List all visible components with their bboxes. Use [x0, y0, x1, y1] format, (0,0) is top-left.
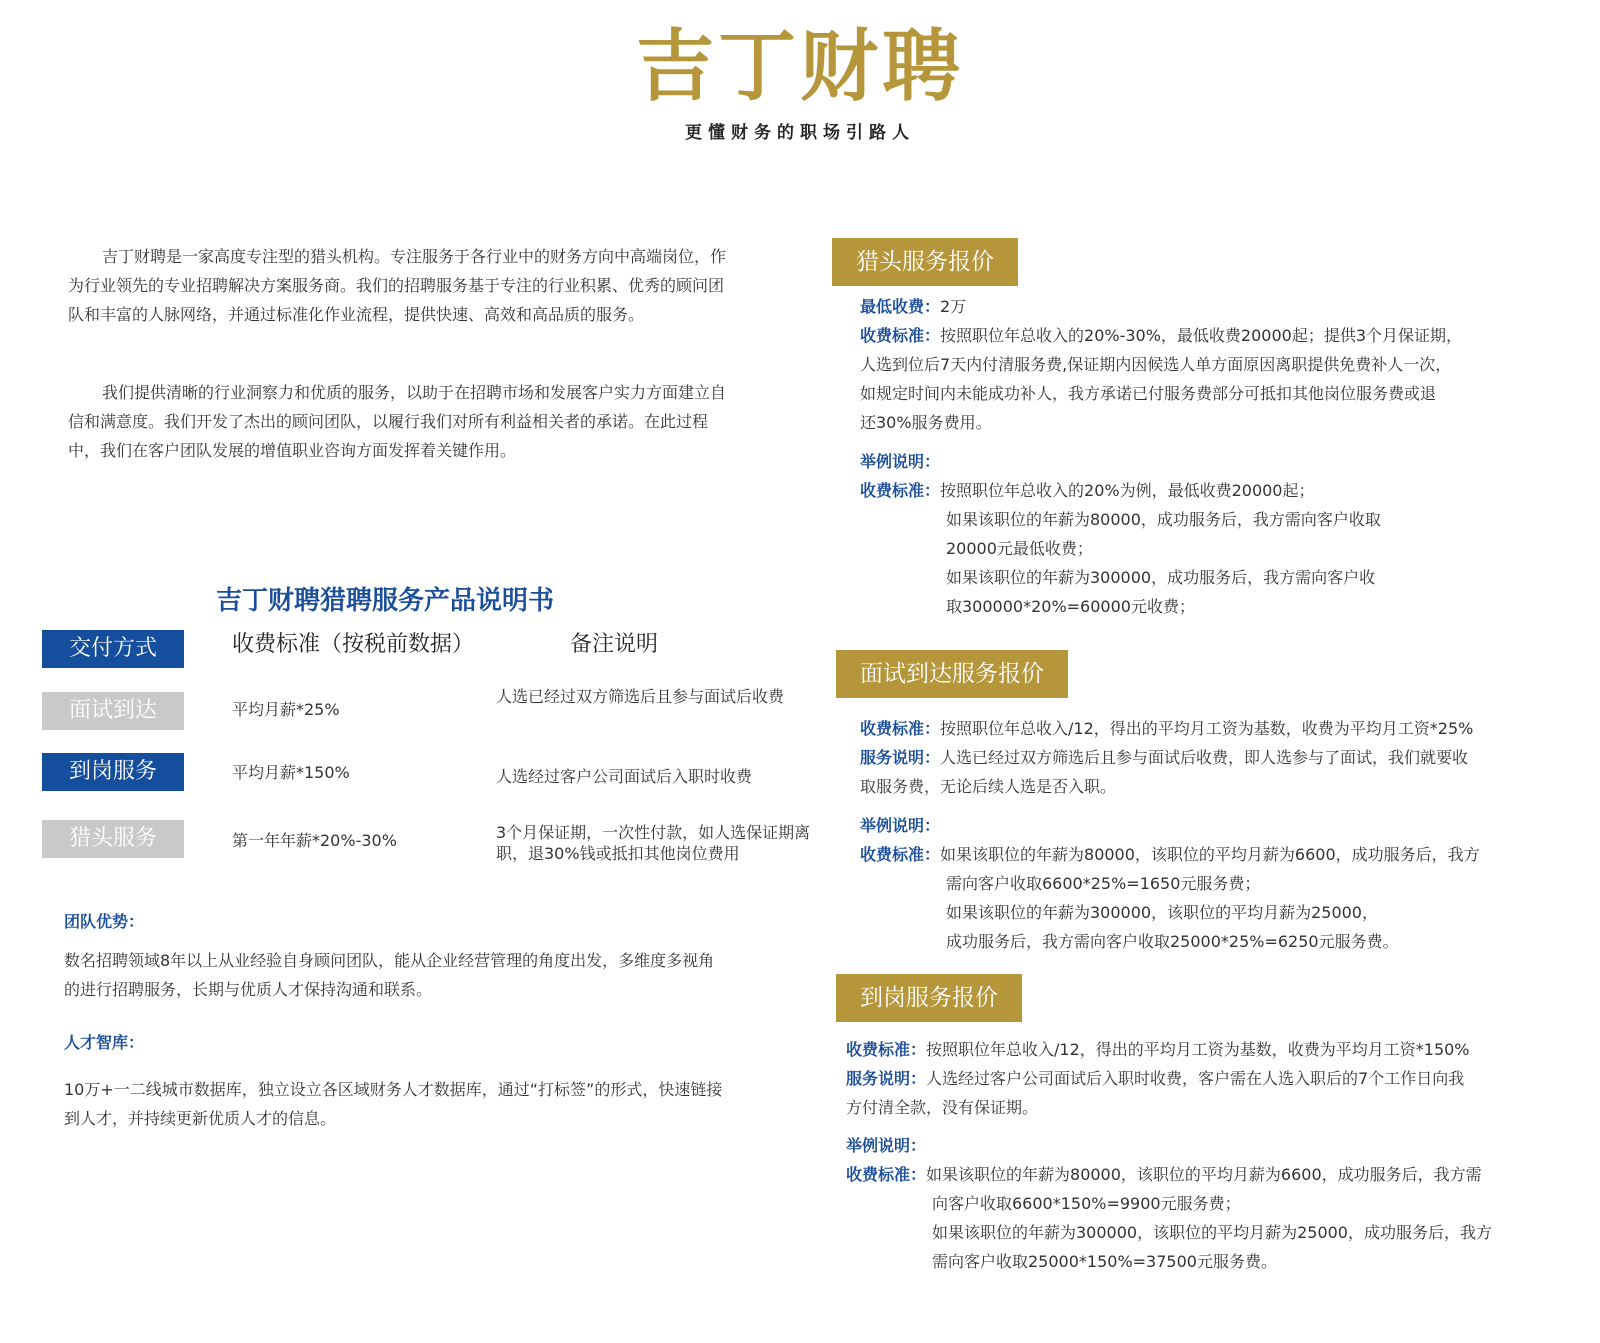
table-title: 吉丁财聘猎聘服务产品说明书 — [215, 586, 554, 616]
talent-heading: 人才智库： — [64, 1033, 145, 1052]
interview-ex-line-4: 成功服务后，我方需向客户收取25000*25%=6250元服务费。 — [946, 932, 1399, 951]
headhunt-std-line-4: 还30%服务费用。 — [860, 413, 992, 432]
onboard-ex-line-2: 向客户收取6600*150%=9900元服务费； — [932, 1194, 1241, 1213]
interview-title: 面试到达服务报价 — [836, 650, 1068, 698]
headhunt-ex-line-1: 收费标准：按照职位年总收入的20%为例，最低收费20000起； — [860, 481, 1315, 500]
interview-std: 收费标准：按照职位年总收入/12，得出的平均月工资为基数，收费为平均月工资*25% — [860, 719, 1474, 738]
interview-example-label: 举例说明： — [860, 816, 941, 835]
onboard-ex-line-3: 如果该职位的年薪为300000，该职位的平均月薪为25000，成功服务后，我方 — [932, 1223, 1492, 1242]
interview-svc-line-1: 服务说明：人选已经过双方筛选后且参与面试后收费，即人选参与了面试，我们就要收 — [860, 748, 1469, 767]
logo-title: 吉丁财聘 — [635, 21, 964, 112]
headhunt-example-label: 举例说明： — [860, 452, 941, 471]
header-fee-standard: 收费标准（按税前数据） — [232, 632, 475, 657]
header-delivery-method: 交付方式 — [42, 630, 184, 668]
interview-svc-line-2: 取服务费，无论后续人选是否入职。 — [860, 777, 1117, 796]
onboard-svc-line-1: 服务说明：人选经过客户公司面试后入职时收费，客户需在人选入职后的7个工作日向我 — [846, 1069, 1465, 1088]
headhunt-ex-line-3: 20000元最低收费； — [946, 539, 1093, 558]
row-note-headhunt: 3个月保证期，一次性付款，如人选保证期离职，退30%钱或抵扣其他岗位费用 — [496, 823, 811, 863]
row-label-headhunt: 猎头服务 — [42, 820, 184, 858]
interview-ex-line-2: 需向客户收取6600*25%=1650元服务费； — [946, 874, 1261, 893]
talent-text: 10万+一二线城市数据库，独立设立各区域财务人才数据库，通过“打标签”的形式，快速链接到人才，并持续更新优质人才的信息。 — [64, 1080, 723, 1128]
row-note-interview: 人选已经过双方筛选后且参与面试后收费 — [496, 687, 785, 706]
onboard-std: 收费标准：按照职位年总收入/12，得出的平均月工资为基数，收费为平均月工资*150% — [846, 1040, 1470, 1059]
row-fee-headhunt: 第一年年薪*20%-30% — [232, 831, 397, 850]
headhunt-title: 猎头服务报价 — [832, 238, 1018, 286]
headhunt-ex-line-5: 取300000*20%=60000元收费； — [946, 597, 1195, 616]
onboard-ex-line-4: 需向客户收取25000*150%=37500元服务费。 — [932, 1252, 1277, 1271]
row-note-onboard: 人选经过客户公司面试后入职时收费 — [496, 767, 753, 786]
headhunt-std-line-2: 人选到位后7天内付清服务费,保证期内因候选人单方面原因离职提供免费补人一次， — [860, 355, 1452, 374]
row-fee-interview: 平均月薪*25% — [232, 700, 340, 719]
intro-paragraph-2: 我们提供清晰的行业洞察力和优质的服务，以助于在招聘市场和发展客户实力方面建立自信和满意度。我们开发了杰出的顾问团队，以履行我们对所有利益相关者的承诺。在此过程中，我们在客户团队发展的增值职业咨询方面发挥着关键作用。 — [68, 383, 727, 460]
headhunt-ex-line-4: 如果该职位的年薪为300000，成功服务后，我方需向客户收 — [946, 568, 1376, 587]
onboard-example-label: 举例说明： — [846, 1136, 927, 1155]
row-fee-onboard: 平均月薪*150% — [232, 763, 350, 782]
interview-ex-line-3: 如果该职位的年薪为300000，该职位的平均月薪为25000， — [946, 903, 1378, 922]
headhunt-std-line-3: 如规定时间内未能成功补人，我方承诺已付服务费部分可抵扣其他岗位服务费或退 — [860, 384, 1437, 403]
team-heading: 团队优势： — [64, 912, 145, 931]
team-text: 数名招聘领域8年以上从业经验自身顾问团队，能从企业经营管理的角度出发，多维度多视角的进行招聘服务，长期与优质人才保持沟通和联系。 — [64, 951, 715, 999]
onboard-svc-line-2: 方付清全款，没有保证期。 — [846, 1098, 1039, 1117]
headhunt-ex-line-2: 如果该职位的年薪为80000，成功服务后，我方需向客户收取 — [946, 510, 1381, 529]
row-label-interview: 面试到达 — [42, 692, 184, 730]
headhunt-min-fee: 最低收费：2万 — [860, 297, 967, 316]
interview-ex-line-1: 收费标准：如果该职位的年薪为80000，该职位的平均月薪为6600，成功服务后，我方 — [860, 845, 1480, 864]
row-label-onboard: 到岗服务 — [42, 753, 184, 791]
onboard-title: 到岗服务报价 — [836, 974, 1022, 1022]
header-note: 备注说明 — [570, 632, 659, 657]
onboard-ex-line-1: 收费标准：如果该职位的年薪为80000，该职位的平均月薪为6600，成功服务后，我方需 — [846, 1165, 1482, 1184]
logo-slogan: 更懂财务的职场引路人 — [685, 123, 915, 143]
headhunt-std-line-1: 收费标准：按照职位年总收入的20%-30%，最低收费20000起；提供3个月保证期， — [860, 326, 1462, 345]
intro-paragraph-1: 吉丁财聘是一家高度专注型的猎头机构。专注服务于各行业中的财务方向中高端岗位，作为行业领先的专业招聘解决方案服务商。我们的招聘服务基于专注的行业积累、优秀的顾问团队和丰富的人脉网络，并通过标准化作业流程，提供快速、高效和高品质的服务。 — [68, 247, 727, 324]
